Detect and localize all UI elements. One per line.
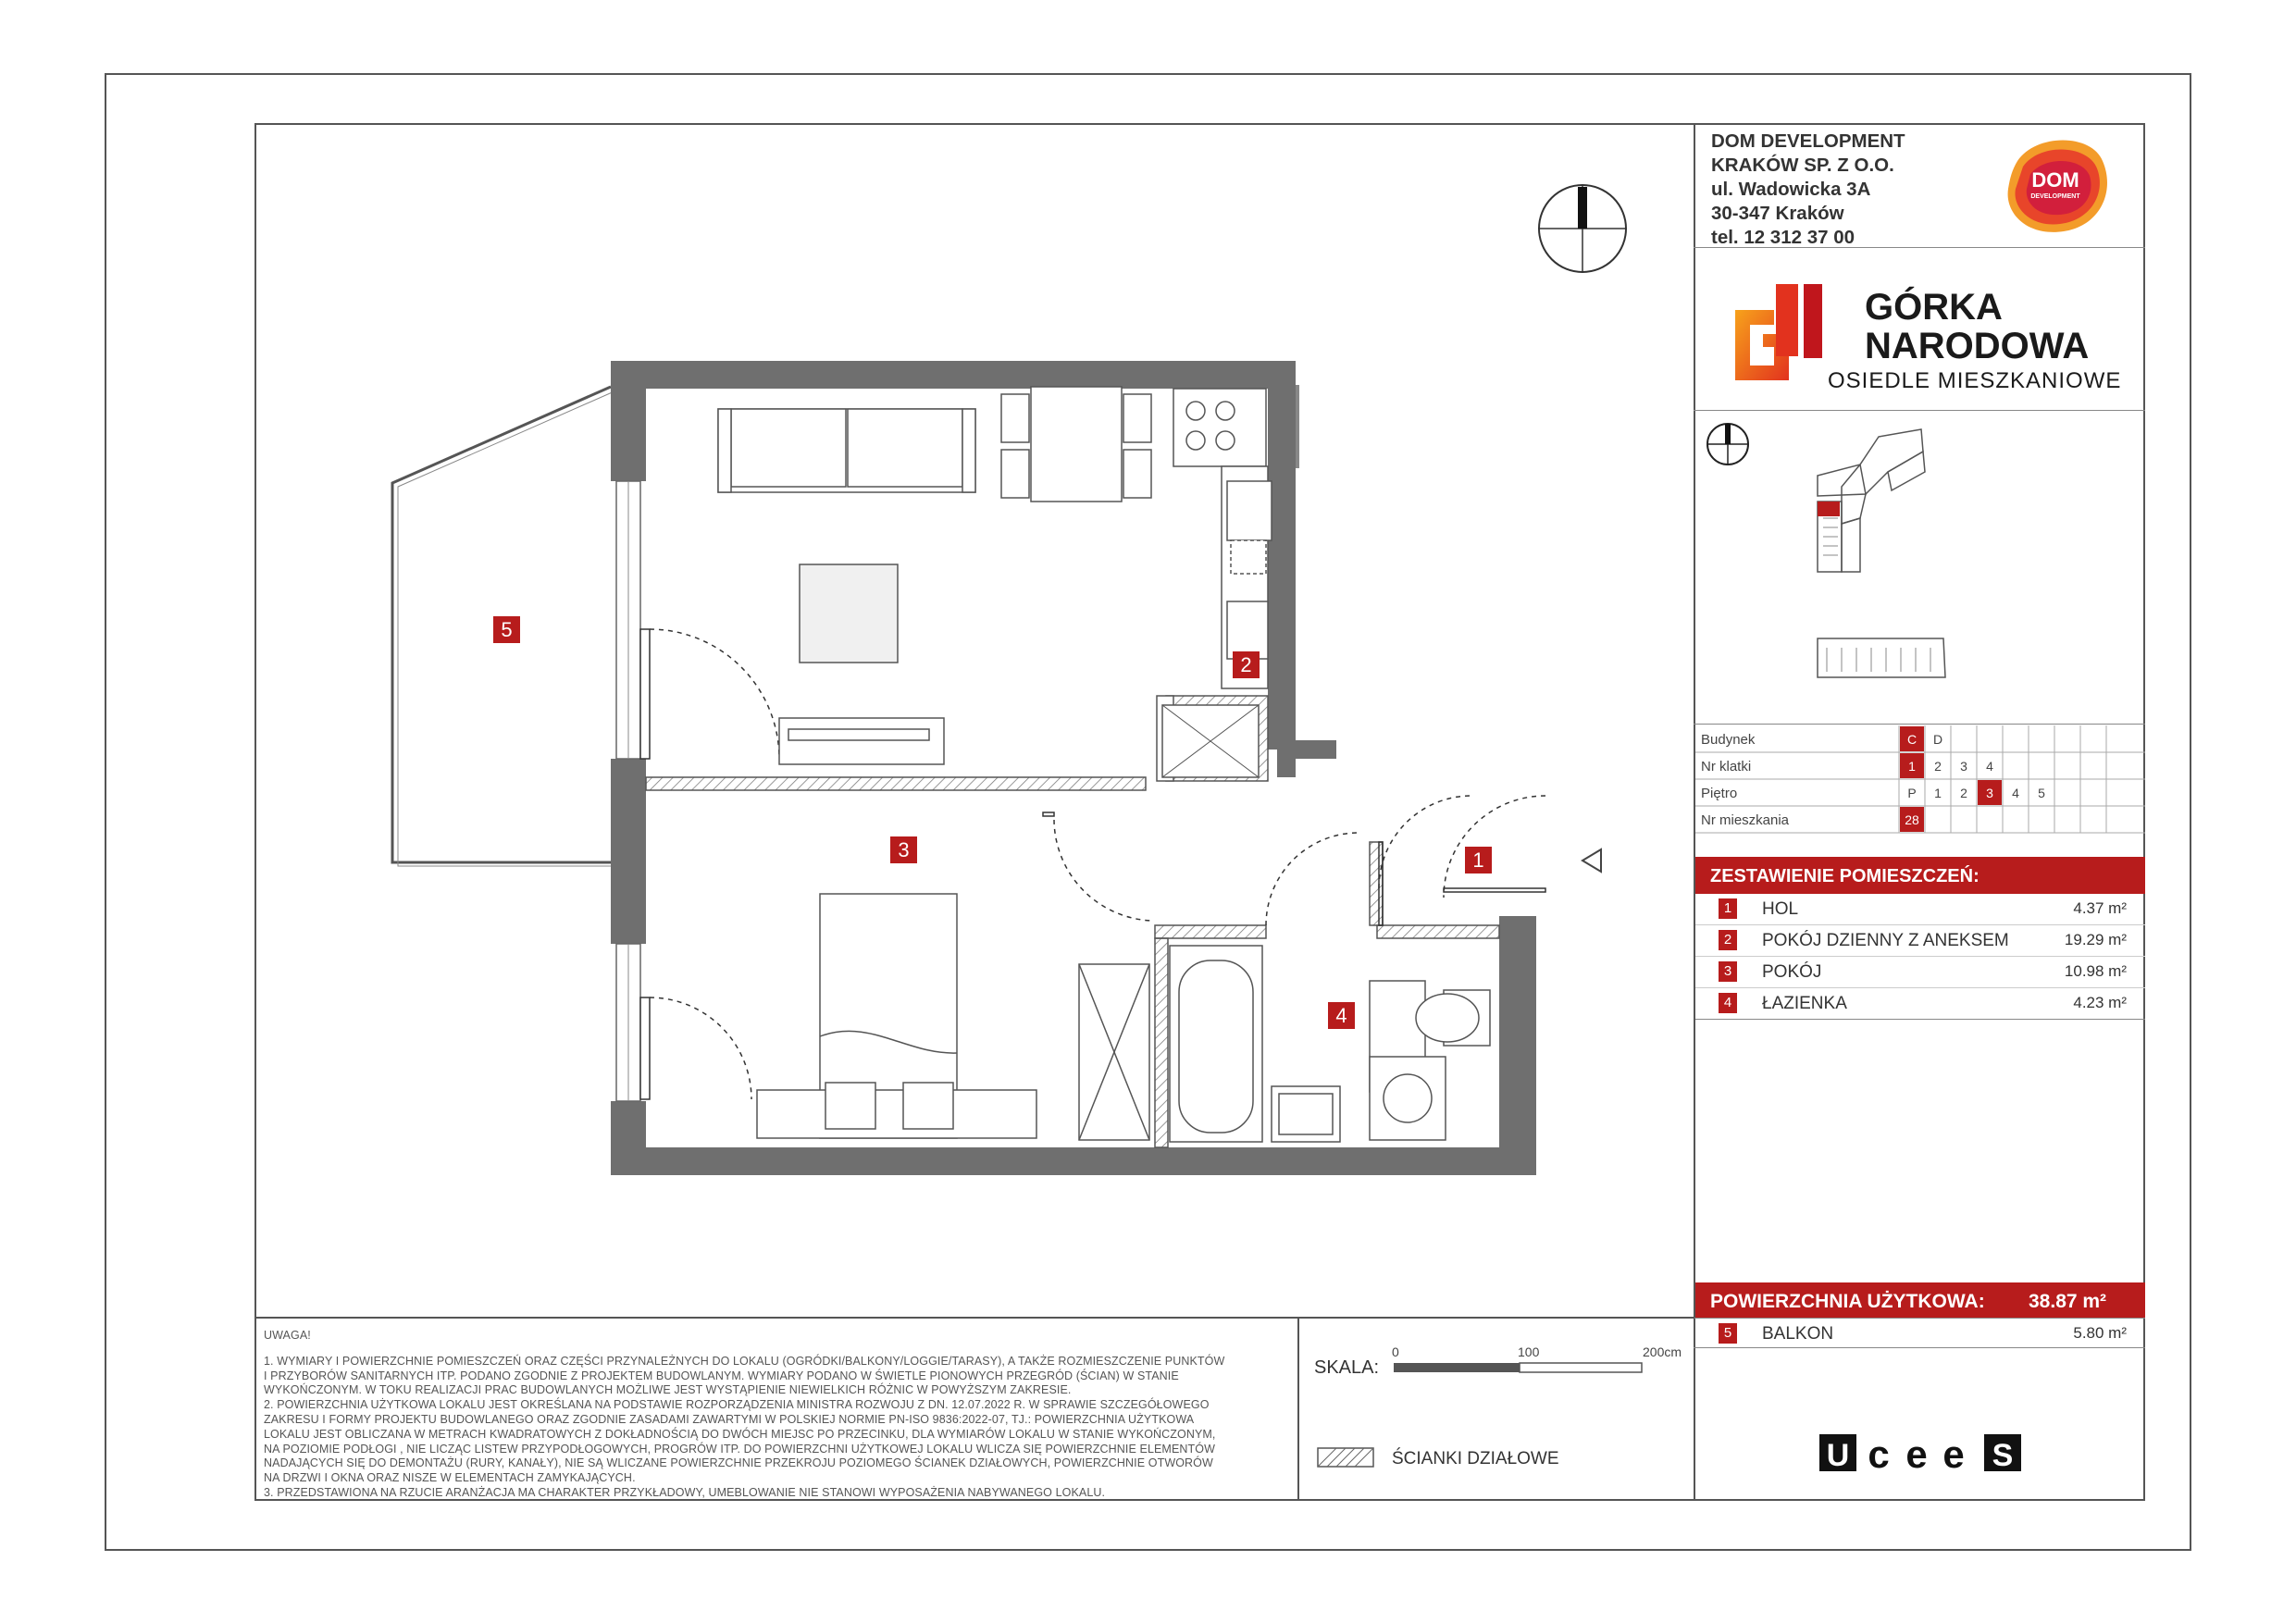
selector-cell[interactable]: D [1932,732,1943,747]
selector-row-label: Nr klatki [1701,759,1752,774]
company-city: 30-347 Kraków [1711,203,1844,224]
dom-development-logo [1999,133,2112,237]
panel-line [1694,724,2145,725]
selector-cell[interactable]: 2 [1960,786,1967,800]
scale-tick-100: 100 [1518,1344,1540,1359]
floorplan-tag-4: 4 [1328,1002,1355,1029]
room-row [1695,925,2145,957]
notes-title: UWAGA! [264,1329,311,1342]
note-line: LOKALU JEST OBLICZANA W METRACH KWADRATOWYCH Z DOKŁADNOŚCIĄ DO DWÓCH MIEJSC PO PRZECINKU, DLA WYMIARÓW LOKALU W STANIE WYKOŃCZONYM, [264,1427,1216,1441]
room-area: 19.29 m² [2064,931,2127,948]
usable-area-bar [1695,1282,2145,1318]
room-number: 4 [1719,993,1737,1013]
panel-line [1694,410,2145,411]
logo-text-dom: DOM [2031,168,2079,192]
ucees-letter-1: U [1826,1438,1850,1473]
ucees-letter-4: e [1942,1432,1965,1475]
floorplan-tag-5: 5 [493,616,520,643]
notes-band-line [254,1317,1694,1319]
apartment-selector [1695,725,2145,836]
room-number: 3 [1719,961,1737,982]
note-line: NA DRZWI I OKNA ORAZ NISZE W ELEMENTACH ZAMYKAJĄCYCH. [264,1471,636,1485]
room-row [1695,988,2145,1020]
ucees-letter-2: c [1868,1432,1890,1475]
project-name-2: NARODOWA [1865,326,2090,366]
compass-icon [1539,185,1626,272]
scale-legend [1305,1332,1689,1499]
room-name: POKÓJ [1762,962,1822,982]
room-row [1695,894,2145,925]
selector-row-label: Piętro [1701,786,1738,801]
room-name: HOL [1762,899,1799,919]
scale-tick-0: 0 [1392,1344,1399,1359]
note-line: NADAJĄCYCH SIĘ DO DEMONTAŻU (RURY, KANAŁY), NIE SĄ WLICZANE POWIERZCHNIE PRZEKROJU POZIOMEGO ŚCIANEK DZIAŁOWYCH, POWIERZCHNIE OTWORÓW [264,1456,1213,1470]
floor-plan [352,167,1684,1212]
note-line: 3. PRZEDSTAWIONA NA RZUCIE ARANŻACJA MA CHARAKTER PRZYKŁADOWY, UMEBLOWANIE NIE STANOWI WYPOSAŻENIA NABYWANEGO LOKALU. [264,1485,1106,1499]
balcony-number: 5 [1719,1323,1737,1344]
balcony-name: BALKON [1762,1324,1834,1344]
note-line: NA POZIOMIE PODŁOGI , NIE LICZĄC LISTEW PRZYPODŁOGOWYCH, PROGRÓW ITP. DO POWIERZCHNI UŻYTKOWEJ LOKALU WLICZA SIĘ POWIERZCHNIE ELEMENTÓW [264,1442,1215,1456]
selector-cell[interactable]: 2 [1934,759,1942,774]
balcony-area: 5.80 m² [2073,1324,2127,1342]
selector-cell[interactable]: 3 [1960,759,1967,774]
selector-cell[interactable]: C [1906,732,1917,747]
ucees-letter-3: e [1905,1432,1928,1475]
balcony-row [1695,1319,2145,1347]
selector-cell[interactable]: 1 [1908,759,1916,774]
note-line: ZAKRESU I FORMY PROJEKTU BUDOWLANEGO ORAZ ZGODNIE ZASADAMI ZAWARTYMI W POLSKIEJ NORMIE PN-ISO 9836:2022-07, TJ.: POWIERZCHNIA UŻYTKOWA [264,1412,1195,1426]
rooms-header [1695,857,2145,894]
room-area: 4.37 m² [2073,899,2127,917]
scale-label: SKALA: [1314,1357,1380,1378]
selector-cell[interactable]: 4 [2012,786,2019,800]
site-plan-thumbnail [1703,416,1980,685]
usable-area-value: 38.87 m² [2029,1291,2107,1312]
room-number: 1 [1719,898,1737,919]
company-phone: tel. 12 312 37 00 [1711,227,1855,248]
selector-cell[interactable]: 3 [1986,786,1993,800]
compass-small-icon [1707,424,1748,465]
room-number: 2 [1719,930,1737,950]
rooms-list [1695,894,2145,1020]
selector-cell[interactable]: 28 [1905,812,1919,827]
floorplan-tag-2: 2 [1233,651,1260,678]
room-area: 4.23 m² [2073,994,2127,1011]
project-logo [1717,273,2142,393]
legend-label: ŚCIANKI DZIAŁOWE [1392,1449,1559,1468]
room-row [1695,957,2145,988]
ucees-logo [1819,1432,2027,1475]
selector-cell[interactable]: 1 [1934,786,1942,800]
selector-cell[interactable]: 4 [1986,759,1993,774]
selector-cell[interactable]: 5 [2038,786,2045,800]
notes [264,1329,1291,1501]
room-name: ŁAZIENKA [1762,994,1847,1013]
scale-tick-200: 200cm [1643,1344,1682,1359]
company-address [1711,130,1905,250]
company-name: DOM DEVELOPMENT [1711,130,1905,152]
usable-area-label: POWIERZCHNIA UŻYTKOWA: [1710,1291,1985,1312]
room-area: 10.98 m² [2064,962,2127,980]
selector-row-label: Budynek [1701,732,1756,748]
room-name: POKÓJ DZIENNY Z ANEKSEM [1762,931,2009,950]
partition-wall-swatch [1318,1448,1373,1467]
company-street: ul. Wadowicka 3A [1711,179,1871,200]
ucees-letter-5: S [1992,1438,2014,1473]
logo-text-development: DEVELOPMENT [2030,193,2080,200]
company-name2: KRAKÓW SP. Z O.O. [1711,155,1894,176]
floorplan-tag-1: 1 [1465,847,1492,873]
floorplan-tag-3: 3 [890,836,917,863]
note-line: WYKOŃCZONYM. W TOKU REALIZACJI PRAC BUDOWLANYCH MOŻLIWE JEST WYSTĄPIENIE NIEWIELKICH RÓŻNIC W POWYŻSZYM ZAKRESIE. [264,1383,1072,1397]
panel-line [1694,1318,2145,1319]
notes-divider [1297,1317,1299,1501]
selector-row-label: Nr mieszkania [1701,812,1790,828]
panel-line [1694,1347,2145,1348]
project-name-1: GÓRKA [1865,287,2003,328]
note-line: 1. WYMIARY I POWIERZCHNIE POMIESZCZEŃ ORAZ CZĘŚCI PRZYNALEŻNYCH DO LOKALU (OGRÓDKI/BALKONY/LOGGIE/TARASY), A TAKŻE ROZMIESZCZENIE PUNKTÓW [264,1354,1225,1368]
selector-cell[interactable]: P [1907,786,1917,800]
note-line: I PRZYBORÓW SANITARNYCH ITP. PODANO ZGODNIE Z PROJEKTEM BUDOWLANYM. WYMIARY PODANO W ŚWIETLE PIONOWYCH PRZEGRÓD (ŚCIAN) W STANIE [264,1369,1179,1382]
project-subtitle: OSIEDLE MIESZKANIOWE [1828,368,2122,393]
rooms-header-text: ZESTAWIENIE POMIESZCZEŃ: [1710,866,1980,886]
note-line: 2. POWIERZCHNIA UŻYTKOWA LOKALU JEST OKREŚLANA NA PODSTAWIE ROZPORZĄDZENIA MINISTRA ROZWOJU Z DN. 12.07.2022 R. W SPRAWIE SZCZEGÓŁOWEGO [264,1398,1210,1412]
